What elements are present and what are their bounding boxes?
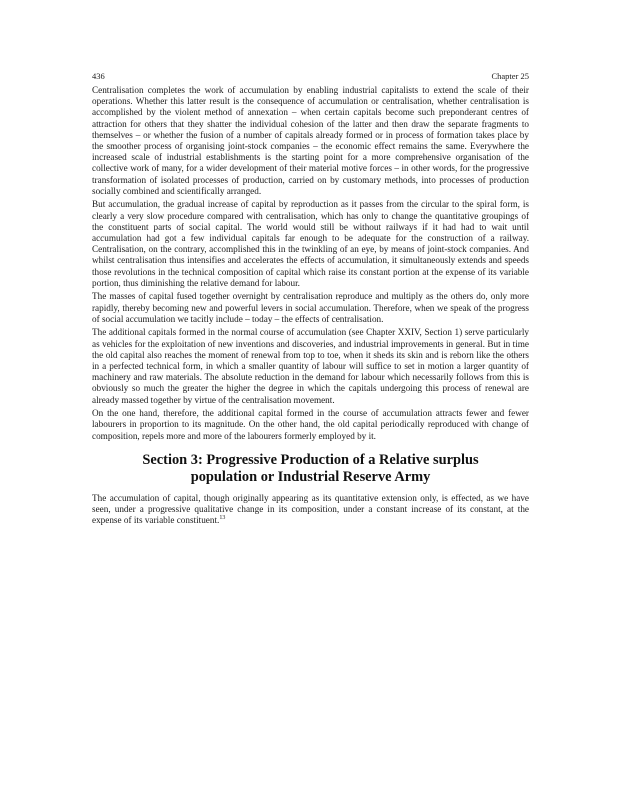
document-page: [92, 71, 529, 529]
paragraph-4: The additional capitals formed in the normal course of accumulation (see Chapter XXIV, Section 1) serve particularly as vehicles for the exploitation of new inventions and discoveries, and industrial improvements in general. But in time the old capital also reaches the moment of renewal from top to toe, when it sheds its skin and is reborn like the others in a perfected technical form, in which a smaller quantity of labour will suffice to set in motion a larger quantity of machinery and raw materials. The absolute reduction in the demand for labour which necessarily follows from this is obviously so much the greater the higher the degree in which the capitals undergoing this process of renewal are already massed together by virtue of the centralisation movement.: [92, 327, 529, 405]
page-header: [92, 71, 529, 81]
paragraph-1: Centralisation completes the work of accumulation by enabling industrial capitalists to extend the scale of their operations. Whether this latter result is the consequence of accumulation or centralisation, whether centralisation is accomplished by the violent method of annexation – when certain capitals become such preponderant centres of attraction for others that they shatter the individual cohesion of the latter and then draw the separate fragments to themselves – or whether the fusion of a number of capitals already formed or in process of formation takes place by the smoother process of organising joint-stock companies – the economic effect remains the same. Everywhere the increased scale of industrial establishments is the starting point for a more comprehensive organisation of the collective work of many, for a wider development of their material motive forces – in other words, for the progressive transformation of isolated processes of production, carried on by customary methods, into processes of production socially combined and scientifically arranged.: [92, 85, 529, 196]
paragraph-2: But accumulation, the gradual increase of capital by reproduction as it passes from the circular to the spiral form, is clearly a very slow procedure compared with centralisation, which has only to change the quantitative groupings of the constituent parts of social capital. The world would still be without railways if it had had to wait until accumulation had got a few individual capitals far enough to be adequate for the construction of a railway. Centralisation, on the contrary, accomplished this in the twinkling of an eye, by means of joint-stock companies. And whilst centralisation thus intensifies and accelerates the effects of accumulation, it simultaneously extends and speeds those revolutions in the technical composition of capital which raise its constant portion at the expense of its variable portion, thus diminishing the relative demand for labour.: [92, 199, 529, 288]
paragraph-5: On the one hand, therefore, the additional capital formed in the course of accumulation attracts fewer and fewer labourers in proportion to its magnitude. On the other hand, the old capital periodically reproduced with change of composition, repels more and more of the labourers formerly employed by it.: [92, 408, 529, 441]
footnote-reference[interactable]: 13: [219, 515, 226, 522]
paragraph-6: [92, 493, 529, 527]
paragraph-3: The masses of capital fused together overnight by centralisation reproduce and multiply as the others do, only more rapidly, thereby becoming new and powerful levers in social accumulation. Therefore, when we speak of the progress of social accumulation we tacitly include – today – the effects of centralisation.: [92, 291, 529, 324]
section-heading: Section 3: Progressive Production of a Relative surplus population or Industrial Reserve Army: [142, 451, 479, 486]
paragraph-6-text: The accumulation of capital, though originally appearing as its quantitative extension only, is effected, as we have seen, under a progressive qualitative change in its composition, under a constant increase of its constant, at the expense of its variable constituent.: [92, 492, 529, 526]
chapter-title: Chapter 25: [491, 71, 529, 81]
page-number: 436: [92, 71, 105, 81]
